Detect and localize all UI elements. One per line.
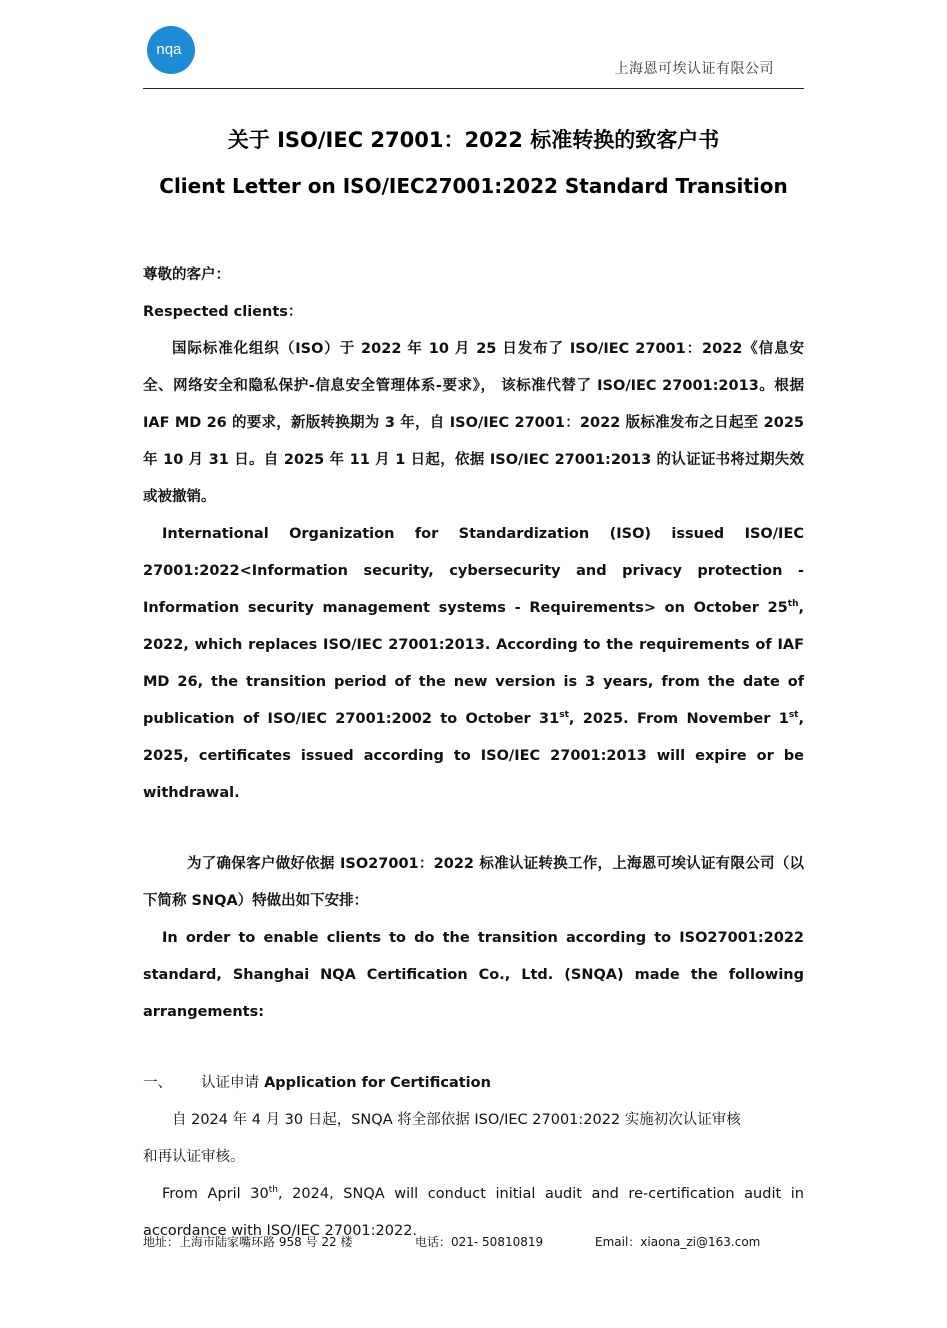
footer-phone: 电话：021- 50810819 xyxy=(415,1235,544,1249)
footer-address: 地址：上海市陆家嘴环路 958 号 22 楼 xyxy=(143,1235,353,1249)
section-1-body-english: From April 30th, 2024, SNQA will conduct initial audit and re-certification audit in accordance with ISO/IEC 27001:2022. xyxy=(143,1185,804,1239)
paragraph-2-english: In order to enable clients to do the transition according to ISO27001:2022 standard, Shanghai NQA Certification Co., Ltd. (SNQA) made the following arrangements: xyxy=(143,930,804,1020)
section-1-heading: 一、 认证申请 Application for Certification xyxy=(143,1065,804,1102)
greeting-chinese: 尊敬的客户： xyxy=(143,267,230,283)
nqa-logo: nqa. xyxy=(147,26,195,74)
section-1-number: 一、 xyxy=(143,1075,172,1091)
title-english: Client Letter on ISO/IEC27001:2022 Standard Transition xyxy=(159,174,788,198)
paragraph-2-chinese: 为了确保客户做好依据 ISO27001：2022 标准认证转换工作，上海恩可埃认证有限公司（以下简称 SNQA）特做出如下安排： xyxy=(143,856,804,909)
paragraph-1-english: International Organization for Standardization (ISO) issued ISO/IEC 27001:2022<Information security, cybersecurity and privacy protection - Information security management systems - Requirements> on October 25th, 2022, which replaces ISO/IEC 27001:2013. According to the requirements of IAF MD 26, the transition period of the new version is 3 years, from the date of publication of ISO/IEC 27001:2002 to October 31st, 2025. From November 1st, 2025, certificates issued according to ISO/IEC 27001:2013 will expire or be withdrawal. xyxy=(143,526,804,801)
paragraph-1-chinese: 国际标准化组织（ISO）于 2022 年 10 月 25 日发布了 ISO/IEC 27001：2022《信息安全、网络安全和隐私保护-信息安全管理体系-要求》， 该标准代替了 ISO/IEC 27001:2013。根据 IAF MD 26 的要求，新版转换期为 3 年，自 ISO/IEC 27001：2022 版标准发布之日起至 2025 年 10 月 31 日。自 2025 年 11 月 1 日起，依据 ISO/IEC 27001:2013 的认证证书将过期失效或被撤销。 xyxy=(143,341,804,505)
letter-body xyxy=(143,257,804,1250)
header-divider xyxy=(143,88,804,89)
greeting-english: Respected clients： xyxy=(143,304,303,320)
company-name: 上海恩可埃认证有限公司 xyxy=(614,61,774,77)
section-1-body-chinese: 自 2024 年 4 月 30 日起，SNQA 将全部依据 ISO/IEC 27001:2022 实施初次认证审核和再认证审核。 xyxy=(143,1112,741,1165)
footer-email: Email：xiaona_zi@163.com xyxy=(595,1235,761,1249)
title-chinese: 关于 ISO/IEC 27001：2022 标准转换的致客户书 xyxy=(227,128,720,152)
